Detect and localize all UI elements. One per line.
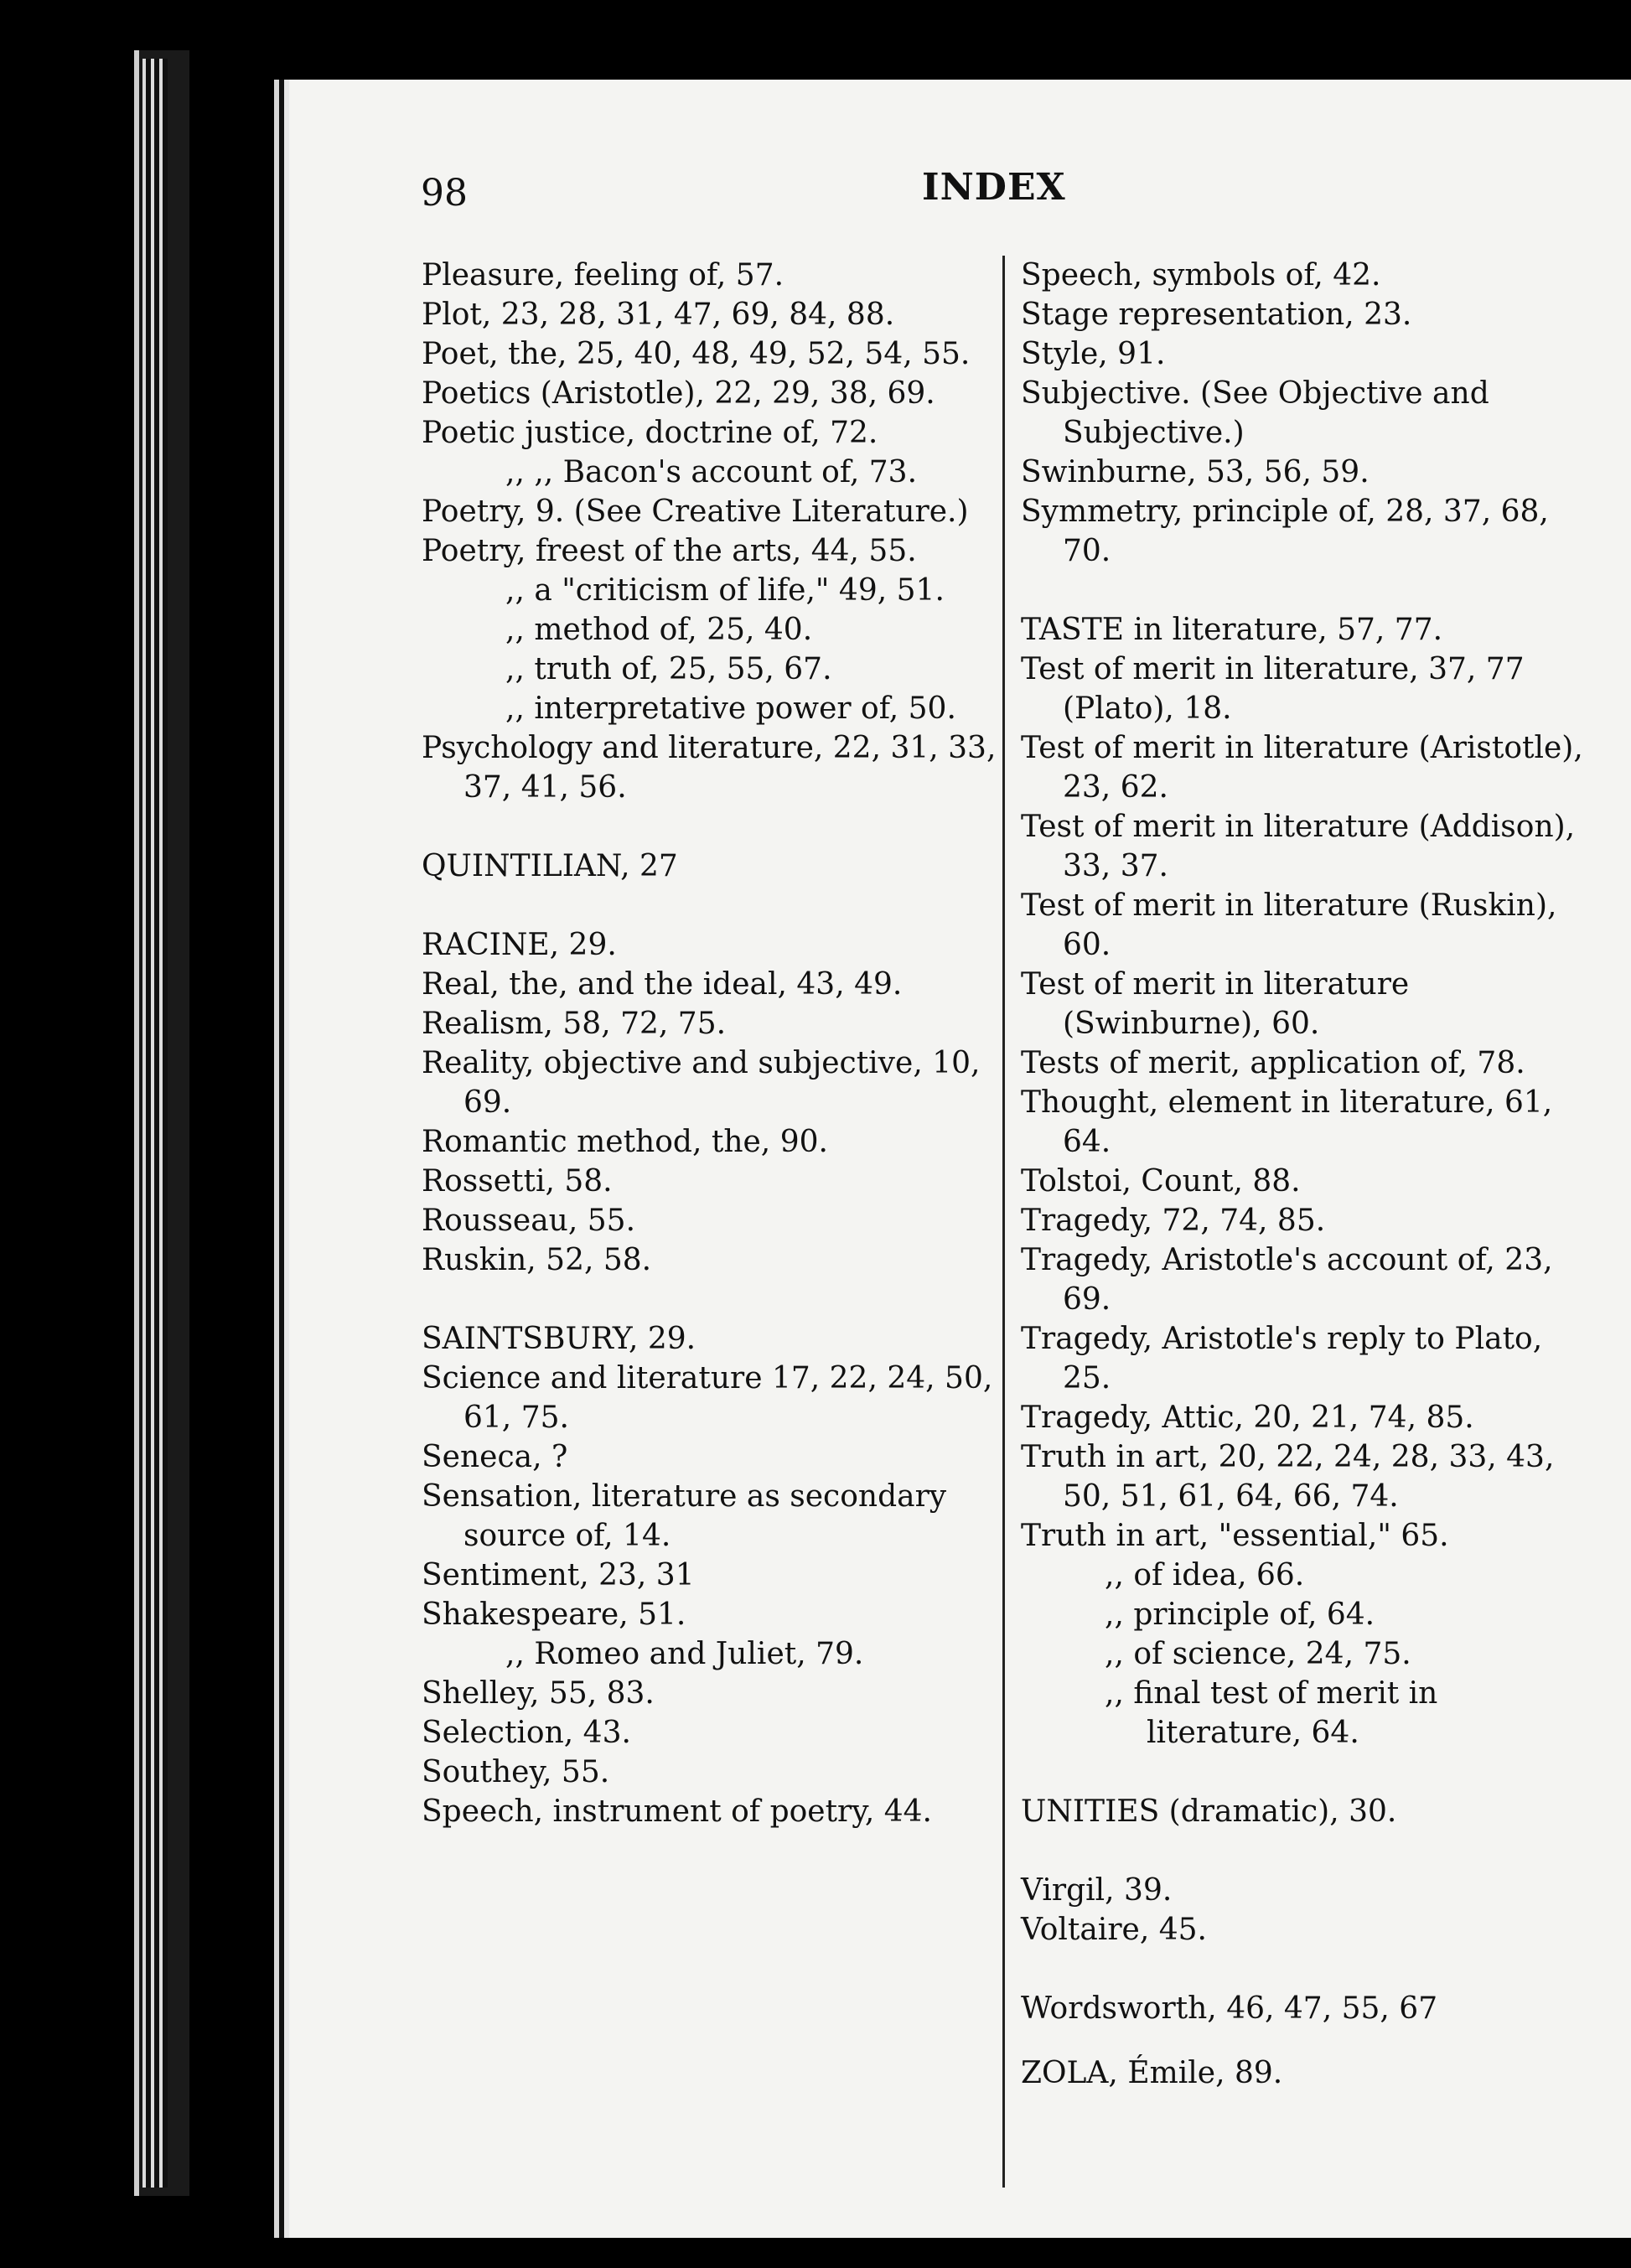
section-gap [1021,2028,1599,2053]
column-divider [1002,256,1005,2188]
index-entry: Ruskin, 52, 58. [422,1243,652,1277]
index-entry: Symmetry, principle of, 28, 37, 68, 70. [1021,495,1549,568]
index-entry: Tragedy, Attic, 20, 21, 74, 85. [1021,1401,1474,1435]
section-gap [422,807,1000,847]
index-column-right [1021,256,1599,2093]
index-entry: Style, 91. [1021,337,1166,371]
index-entry: Speech, instrument of poetry, 44. [422,1794,932,1829]
index-entry: Southey, 55. [422,1755,610,1789]
index-entry: Poetic justice, doctrine of, 72. [422,416,878,450]
index-entry: TASTE in literature, 57, 77. [1021,613,1443,647]
index-entry: Selection, 43. [422,1716,631,1750]
index-entry: Poet, the, 25, 40, 48, 49, 52, 54, 55. [422,337,971,371]
index-entry: Test of merit in literature (Swinburne), 60. [1021,967,1410,1041]
index-entry: ,, principle of, 64. [1105,1597,1375,1632]
index-entry: Science and literature 17, 22, 24, 50, 61, 75. [422,1361,993,1435]
index-entry: Wordsworth, 46, 47, 55, 67 [1021,1991,1438,2026]
index-entry: ,, truth of, 25, 55, 67. [505,652,832,686]
index-entry: Stage representation, 23. [1021,298,1412,332]
index-entry: Test of merit in literature, 37, 77 (Plato), 18. [1021,652,1525,726]
index-entry: Poetry, 9. (See Creative Literature.) [422,495,969,529]
page-title: INDEX [922,166,1066,209]
index-entry: Swinburne, 53, 56, 59. [1021,455,1370,489]
index-entry: Tragedy, Aristotle's account of, 23, 69. [1021,1243,1553,1317]
section-gap [1021,1831,1599,1871]
index-entry: Plot, 23, 28, 31, 47, 69, 84, 88. [422,298,895,332]
index-entry: Shelley, 55, 83. [422,1676,655,1711]
index-entry: Sensation, literature as secondary source of, 14. [422,1479,947,1553]
section-gap [422,1280,1000,1319]
index-entry: ,, ,, Bacon's account of, 73. [505,455,918,489]
index-entry: ZOLA, Émile, 89. [1021,2056,1283,2090]
index-entry: Seneca, ? [422,1440,568,1474]
index-entry: Test of merit in literature (Aristotle), 23, 62. [1021,731,1583,805]
index-entry: Rossetti, 58. [422,1164,613,1199]
index-entry: Tragedy, Aristotle's reply to Plato, 25. [1021,1322,1543,1395]
index-entry: ,, final test of merit in literature, 64. [1105,1676,1438,1750]
index-entry: Tests of merit, application of, 78. [1021,1046,1525,1080]
section-gap [422,886,1000,925]
index-entry: Psychology and literature, 22, 31, 33, 37, 41, 56. [422,731,997,805]
index-entry: Truth in art, "essential," 65. [1021,1519,1449,1553]
section-gap [1021,1950,1599,1989]
index-entry: Rousseau, 55. [422,1204,636,1238]
index-entry: Voltaire, 45. [1021,1913,1207,1947]
index-entry: Romantic method, the, 90. [422,1125,828,1159]
index-entry: Real, the, and the ideal, 43, 49. [422,967,903,1002]
index-entry: ,, Romeo and Juliet, 79. [505,1637,864,1671]
index-entry: SAINTSBURY, 29. [422,1322,696,1356]
index-entry: RACINE, 29. [422,928,617,962]
index-entry: Subjective. (See Objective and Subjective.) [1021,376,1489,450]
page-stack-edges [142,59,168,2188]
index-entry: Test of merit in literature (Addison), 33, 37. [1021,810,1576,883]
index-entry: Tolstoi, Count, 88. [1021,1164,1301,1199]
index-entry: ,, of science, 24, 75. [1105,1637,1411,1671]
index-entry: Shakespeare, 51. [422,1597,686,1632]
index-entry: Tragedy, 72, 74, 85. [1021,1204,1326,1238]
section-gap [1021,571,1599,610]
index-entry: Poetry, freest of the arts, 44, 55. [422,534,917,568]
index-entry: Poetics (Aristotle), 22, 29, 38, 69. [422,376,935,411]
index-entry: Speech, symbols of, 42. [1021,258,1381,293]
page-number: 98 [421,172,468,215]
index-entry: ,, method of, 25, 40. [505,613,813,647]
index-column-left [422,256,1000,1831]
index-entry: Thought, element in literature, 61, 64. [1021,1085,1553,1159]
index-entry: Pleasure, feeling of, 57. [422,258,784,293]
index-entry: Test of merit in literature (Ruskin), 60. [1021,888,1557,962]
index-entry: ,, interpretative power of, 50. [505,691,956,726]
index-entry: QUINTILIAN, 27 [422,849,678,883]
index-entry: Sentiment, 23, 31 [422,1558,695,1592]
index-entry: UNITIES (dramatic), 30. [1021,1794,1397,1829]
index-entry: ,, a "criticism of life," 49, 51. [505,573,945,608]
index-entry: Realism, 58, 72, 75. [422,1007,727,1041]
index-entry: ,, of idea, 66. [1105,1558,1305,1592]
index-entry: Truth in art, 20, 22, 24, 28, 33, 43, 50, 51, 61, 64, 66, 74. [1021,1440,1555,1514]
section-gap [1021,1753,1599,1792]
index-entry: Reality, objective and subjective, 10, 69. [422,1046,981,1120]
index-entry: Virgil, 39. [1021,1873,1173,1908]
